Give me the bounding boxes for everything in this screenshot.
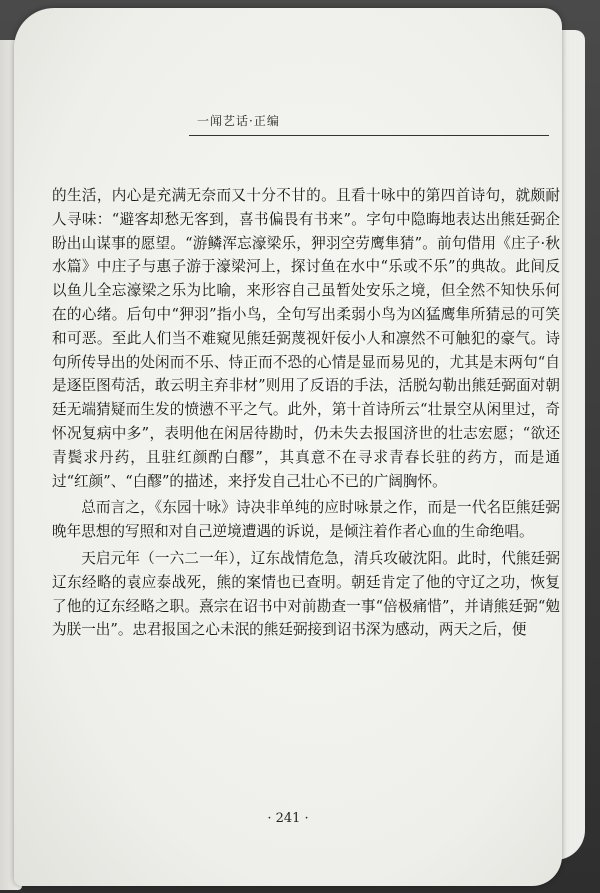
book-page [14, 8, 562, 886]
body-text [52, 184, 560, 642]
running-header-title: 一闻艺话·正编 [197, 114, 280, 128]
paragraph-3: 天启元年（一六二一年），辽东战情危急，清兵攻破沈阳。此时，代熊廷弼辽东经略的袁应泰战死，熊的案情也已查明。朝廷肯定了他的守辽之功，恢复了他的辽东经略之职。熹宗在诏书中对前勘查一事“倍极痛惜”，并请熊廷弼“勉为朕一出”。忠君报国之心未泯的熊廷弼接到诏书深为感动，两天之后，便 [52, 549, 560, 639]
header-rule [189, 135, 549, 136]
page-number: · 241 · [267, 811, 309, 826]
paragraph-1: 的生活，内心是充满无奈而又十分不甘的。且看十咏中的第四首诗句，就颇耐人寻味：“避客却愁无客到，喜书偏畏有书来”。字句中隐晦地表达出熊廷弼企盼出山谋事的愿望。“游鳞浑忘濠梁乐，狎羽空劳鹰隼猜”。前句借用《庄子·秋水篇》中庄子与惠子游于濠梁河上，探讨鱼在水中“乐或不乐”的典故。此间反以鱼儿全忘濠梁之乐为比喻，来形容自己虽暂处安乐之境，但全然不知快乐何在的心绪。后句中“狎羽”指小鸟，全句写出柔弱小鸟为凶猛鹰隼所猜忌的可笑和可恶。至此人们当不难窥见熊廷弼蔑视奸佞小人和凛然不可触犯的豪气。诗句所传导出的处闲而不乐、恃正而不恐的心情是显而易见的，尤其是末两句“自是逐臣图苟活，敢云明主弃非材”则用了反语的手法，活脱勾勒出熊廷弼面对朝廷无端猜疑而生发的愤懑不平之气。此外，第十首诗所云“壮景空从闲里过，奇怀况复病中多”，表明他在闲居待勘时，仍未失去报国济世的壮志宏愿；“欲还青鬓求丹药，且驻红颜酌白醪”，其真意不在寻求青春长驻的药方，而是通过“红颜”、“白醪”的描述，来抒发自己壮心不已的广阔胸怀。 [52, 187, 560, 490]
paragraph-2: 总而言之，《东园十咏》诗决非单纯的应时咏景之作，而是一代名臣熊廷弼晚年思想的写照和对自己逆境遭遇的诉说，是倾注着作者心血的生命绝唱。 [52, 499, 560, 541]
running-header [189, 112, 559, 136]
